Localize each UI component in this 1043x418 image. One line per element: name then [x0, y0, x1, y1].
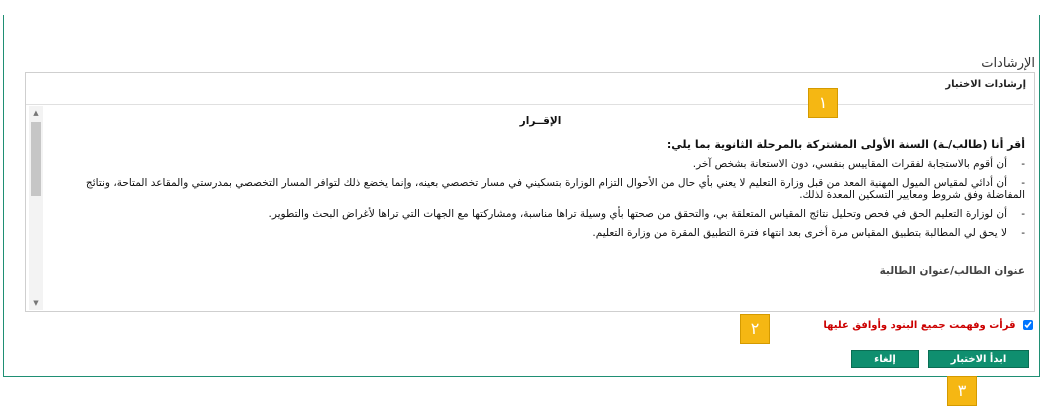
panel-title: إرشادات الاختبار: [945, 79, 1026, 90]
scroll-up-icon[interactable]: ▲: [33, 109, 39, 117]
declaration-item: -أن أدائي لمقياس الميول المهنية المعد من قبل وزارة التعليم لا يعني بأي حال من الأحوال التزام الوزارة بتسكيني في مسار تخصصي بعينه، وإنما يخضع ذلك لتوافر المسار التخصصي بمدرستي والمقاعد المتاحة، ونتائج المفاضلة وفق شروط ومعايير التسكين المعدة لذلك.: [85, 177, 1025, 201]
declaration-cutoff-line: عنوان الطالب/عنوان الطالبة: [879, 265, 1025, 277]
instructions-panel: [25, 72, 1035, 312]
agreement-row: [823, 320, 1033, 331]
declaration-scroll-area[interactable]: [26, 104, 1033, 310]
declaration-item: -لا يحق لي المطالبة بتطبيق المقياس مرة أخرى بعد انتهاء فترة التطبيق المقرة من وزارة التعليم.: [592, 227, 1025, 239]
declaration-item: -أن أقوم بالاستجابة لفقرات المقاييس بنفسي، دون الاستعانة بشخص آخر.: [692, 158, 1025, 170]
declaration-item: -أن لوزارة التعليم الحق في فحص وتحليل نتائج المقياس المتعلقة بي، والتحقق من صحتها بأي وسيلة تراها مناسبة، ومشاركتها مع الجهات التي تراها لأغراض البحث والتطوير.: [268, 208, 1025, 220]
declaration-content: [56, 105, 1025, 277]
start-test-button[interactable]: ابدأ الاختبار: [928, 350, 1029, 368]
cancel-button[interactable]: إلغاء: [851, 350, 919, 368]
vertical-scrollbar[interactable]: [29, 106, 43, 310]
declaration-intro: أقر أنا (طالب/ـة) السنة الأولى المشتركة بالمرحلة الثانوية بما يلي:: [666, 138, 1025, 151]
section-heading: الإرشادات: [981, 56, 1035, 71]
agree-checkbox[interactable]: [1023, 320, 1033, 330]
annotation-badge-1: ١: [808, 88, 838, 118]
declaration-heading: الإقــرار: [519, 115, 562, 127]
annotation-badge-2: ٢: [740, 314, 770, 344]
agree-label[interactable]: قرأت وفهمت جميع البنود وأوافق عليها: [823, 320, 1016, 331]
scroll-down-icon[interactable]: ▼: [33, 299, 39, 307]
scrollbar-thumb[interactable]: [31, 122, 41, 196]
annotation-badge-3: ٣: [947, 376, 977, 406]
